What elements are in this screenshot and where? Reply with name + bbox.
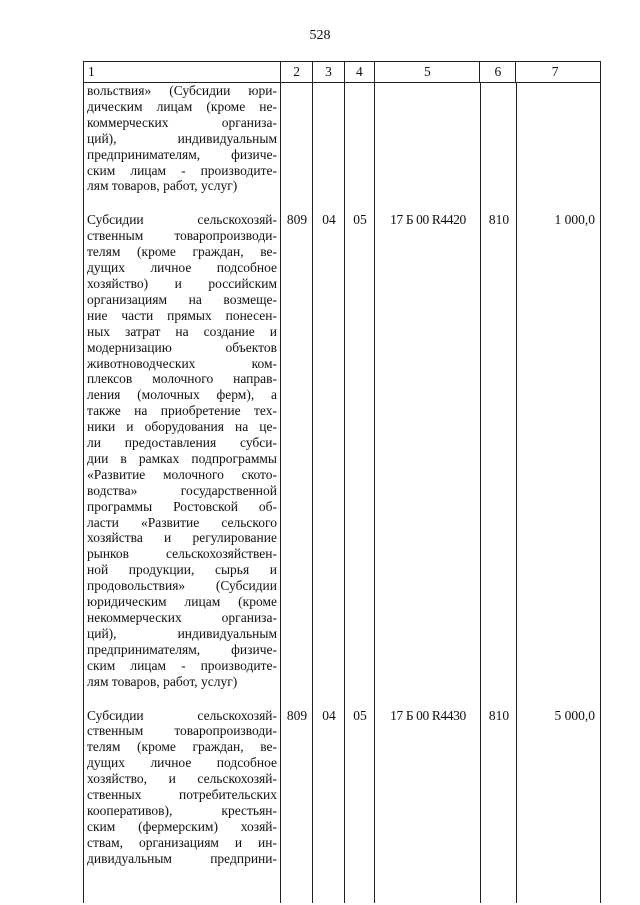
description-line: некоммерческих организа- bbox=[87, 610, 277, 625]
description-line: телям (кроме граждан, ве- bbox=[87, 244, 277, 260]
row-description bbox=[83, 212, 281, 689]
description-line: предпринимателям, физиче- bbox=[87, 146, 277, 162]
table-body bbox=[83, 83, 601, 903]
description-line: дущих личное подсобное bbox=[87, 260, 277, 276]
row-expense-type-code: 810 bbox=[488, 212, 510, 228]
description-line: ники и оборудования на це- bbox=[87, 419, 277, 435]
description-line: ствам, организациям и ин- bbox=[87, 834, 277, 850]
description-line: хозяйство) и российским bbox=[87, 275, 277, 291]
description-line: хозяйство, и сельскохозяй- bbox=[87, 771, 277, 787]
header-col-1: 1 bbox=[84, 62, 281, 82]
header-col-4: 4 bbox=[345, 62, 375, 82]
description-line: телям (кроме граждан, ве- bbox=[87, 739, 277, 755]
header-col-6: 6 bbox=[480, 62, 516, 82]
row-ministry-code: 809 bbox=[286, 707, 308, 723]
row-ministry-code bbox=[281, 83, 313, 194]
budget-table bbox=[83, 61, 601, 903]
description-line: рынков сельскохозяйствен- bbox=[87, 546, 277, 562]
row-amount: 5 000,0 bbox=[554, 707, 595, 723]
description-line: модернизацию объектов bbox=[87, 339, 277, 355]
row-target-article-code bbox=[375, 83, 481, 194]
description-line: дивидуальным предприни- bbox=[87, 850, 277, 866]
description-line: плексов молочного направ- bbox=[87, 371, 277, 387]
column-divider bbox=[312, 83, 313, 903]
description-line: ной продукции, сырья и bbox=[87, 562, 277, 578]
table-border-right bbox=[600, 83, 601, 903]
column-divider bbox=[480, 83, 481, 903]
row-subsection-code: 05 bbox=[353, 707, 367, 723]
description-line: ций), индивидуальным bbox=[87, 130, 277, 146]
description-line: хозяйства и регулирование bbox=[87, 530, 277, 546]
description-line: кооперативов), крестьян- bbox=[87, 802, 277, 818]
table-row bbox=[83, 212, 601, 689]
description-line: ления (молочных ферм), а bbox=[87, 387, 277, 403]
row-section-code: 04 bbox=[322, 212, 336, 228]
header-col-2: 2 bbox=[281, 62, 313, 82]
description-line: «Развитие молочного ското- bbox=[87, 466, 277, 482]
description-line: ским лицам - производите- bbox=[87, 657, 277, 673]
description-line: животноводческих ком- bbox=[87, 355, 277, 371]
row-subsection-code: 05 bbox=[353, 212, 367, 228]
description-line: ли предоставления субси- bbox=[87, 435, 277, 451]
column-divider bbox=[516, 83, 517, 903]
description-line: также на приобретение тех- bbox=[87, 403, 277, 419]
description-line: организациям на возмеще- bbox=[87, 291, 277, 307]
description-line: лям товаров, работ, услуг) bbox=[87, 178, 238, 194]
description-line: лям товаров, работ, услуг) bbox=[87, 673, 238, 689]
row-section-code: 04 bbox=[322, 707, 336, 723]
description-line: водства» государственной bbox=[87, 482, 277, 498]
table-header bbox=[83, 61, 601, 83]
column-divider bbox=[374, 83, 375, 903]
row-expense-type-code bbox=[481, 83, 517, 194]
row-description bbox=[83, 83, 281, 194]
description-line: вольствия» (Субсидии юри- bbox=[87, 83, 277, 98]
row-expense-type-code: 810 bbox=[488, 707, 510, 723]
table-row bbox=[83, 708, 601, 867]
row-target-article-code: 17 Б 00 R4430 bbox=[390, 707, 466, 723]
description-line: ственным товаропроизводи- bbox=[87, 228, 277, 244]
description-line: Субсидии сельскохозяй- bbox=[87, 212, 277, 228]
description-line: ственных потребительских bbox=[87, 787, 277, 803]
description-line: коммерческих организа- bbox=[87, 114, 277, 130]
column-divider bbox=[280, 83, 281, 903]
description-line: дущих личное подсобное bbox=[87, 755, 277, 771]
column-divider bbox=[344, 83, 345, 903]
description-line: программы Ростовской об- bbox=[87, 498, 277, 514]
row-description bbox=[83, 708, 281, 867]
row-amount bbox=[517, 83, 601, 194]
table-border-left bbox=[83, 83, 84, 903]
header-col-3: 3 bbox=[313, 62, 345, 82]
row-amount: 1 000,0 bbox=[554, 212, 595, 228]
description-line: ций), индивидуальным bbox=[87, 625, 277, 641]
page-number: 528 bbox=[309, 28, 331, 43]
description-line: предпринимателям, физиче- bbox=[87, 641, 277, 657]
description-line: ским (фермерским) хозяй- bbox=[87, 818, 277, 834]
description-line: ственным товаропроизводи- bbox=[87, 723, 277, 739]
description-line: ским лицам - производите- bbox=[87, 162, 277, 178]
row-target-article-code: 17 Б 00 R4420 bbox=[390, 212, 466, 228]
description-line: юридическим лицам (кроме bbox=[87, 594, 277, 610]
description-line: ных затрат на создание и bbox=[87, 323, 277, 339]
row-subsection-code bbox=[345, 83, 375, 194]
description-line: ние части прямых понесен- bbox=[87, 307, 277, 323]
description-line: дическим лицам (кроме не- bbox=[87, 98, 277, 114]
description-line: ласти «Развитие сельского bbox=[87, 514, 277, 530]
header-col-7: 7 bbox=[551, 64, 559, 79]
header-col-5: 5 bbox=[375, 62, 481, 82]
description-line: Субсидии сельскохозяй- bbox=[87, 707, 277, 723]
row-section-code bbox=[313, 83, 345, 194]
table-row bbox=[83, 83, 601, 194]
description-line: дии в рамках подпрограммы bbox=[87, 450, 277, 466]
row-ministry-code: 809 bbox=[286, 212, 308, 228]
description-line: продовольствия» (Субсидии bbox=[87, 578, 277, 594]
